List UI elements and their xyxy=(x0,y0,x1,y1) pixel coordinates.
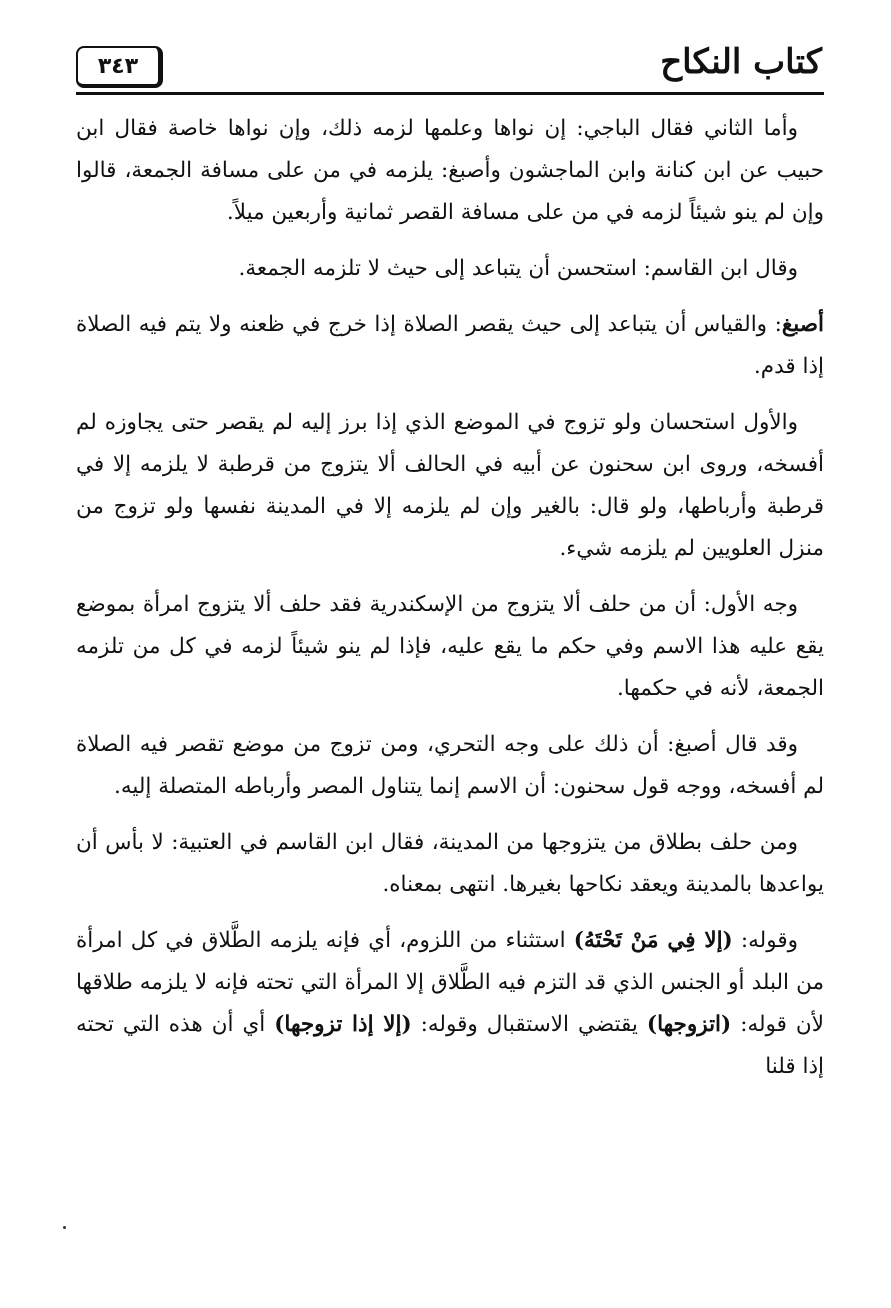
paragraph-8-mid2: يقتضي الاستقبال وقوله: xyxy=(411,1012,647,1037)
paragraph-3 xyxy=(76,304,824,388)
paragraph-5: وجه الأول: أن من حلف ألا يتزوج من الإسكندرية فقد حلف ألا يتزوج امرأة بموضع يقع عليه هذا الاسم وفي حكم ما يقع عليه، فإذا لم ينو شيئاً لزمه في كل من تلزمه الجمعة، لأنه في حكمها. xyxy=(76,592,824,701)
paragraph-2: وقال ابن القاسم: استحسن أن يتباعد إلى حيث لا تلزمه الجمعة. xyxy=(238,256,798,281)
page-number-box xyxy=(76,46,163,88)
paragraph-8 xyxy=(76,920,824,1088)
paragraph-8-post: أي أن هذه التي تحته إذا قلنا xyxy=(76,1012,824,1079)
quoted-phrase-3: (إلا إذا تزوجها) xyxy=(274,1012,412,1037)
paragraph-4: والأول استحسان ولو تزوج في الموضع الذي إذا برز إليه لم يقصر حتى يجاوزه لم أفسخه، وروى ابن سحنون عن أبيه في الحالف ألا يتزوج من قرطبة لا يلزمه إلا في قرطبة وأرباطها، ولو قال: بالغير وإن لم يلزمه إلا في المدينة نفسها ولو تزوج من منزل العلويين لم يلزمه شيء. xyxy=(76,410,824,561)
paragraph-3-text: : والقياس أن يتباعد إلى حيث يقصر الصلاة إذا خرج في ظعنه ولا يتم فيه الصلاة إذا قدم. xyxy=(76,312,824,379)
paragraph-3-lead: أصبغ xyxy=(781,312,824,337)
scan-speck xyxy=(63,1226,66,1229)
main-text xyxy=(76,108,824,1102)
paragraph-1: وأما الثاني فقال الباجي: إن نواها وعلمها لزمه ذلك، وإن نواها خاصة فقال ابن حبيب عن ابن كنانة وابن الماجشون وأصبغ: يلزمه في من على مسافة الجمعة، قالوا وإن لم ينو شيئاً لزمه في من على مسافة القصر ثمانية وأربعين ميلاً. xyxy=(76,116,824,225)
header-rule xyxy=(76,92,824,95)
page-header xyxy=(76,38,824,98)
paragraph-6: وقد قال أصبغ: أن ذلك على وجه التحري، ومن تزوج من موضع تقصر فيه الصلاة لم أفسخه، ووجه قول سحنون: أن الاسم إنما يتناول المصر وأرباطه المتصلة إليه. xyxy=(76,732,824,799)
paragraph-8-mid: استثناء من اللزوم، أي فإنه يلزمه الطَّلاق في كل امرأة من البلد أو الجنس الذي قد التزم فيه الطَّلاق إلا المرأة التي تحته فإنه لا يلزمه طلاقها لأن قوله: xyxy=(76,928,824,1037)
paragraph-7: ومن حلف بطلاق من يتزوجها من المدينة، فقال ابن القاسم في العتبية: لا بأس أن يواعدها بالمدينة ويعقد نكاحها بغيرها. انتهى بمعناه. xyxy=(76,830,824,897)
page-number: ٣٤٣ xyxy=(97,53,139,79)
quoted-phrase-1: (إلا فِي مَنْ تَحْتَهُ) xyxy=(573,928,733,953)
quoted-phrase-2: (اتزوجها) xyxy=(646,1012,732,1037)
chapter-title: كتاب النكاح xyxy=(660,42,822,82)
paragraph-8-pre: وقوله: xyxy=(732,928,798,953)
